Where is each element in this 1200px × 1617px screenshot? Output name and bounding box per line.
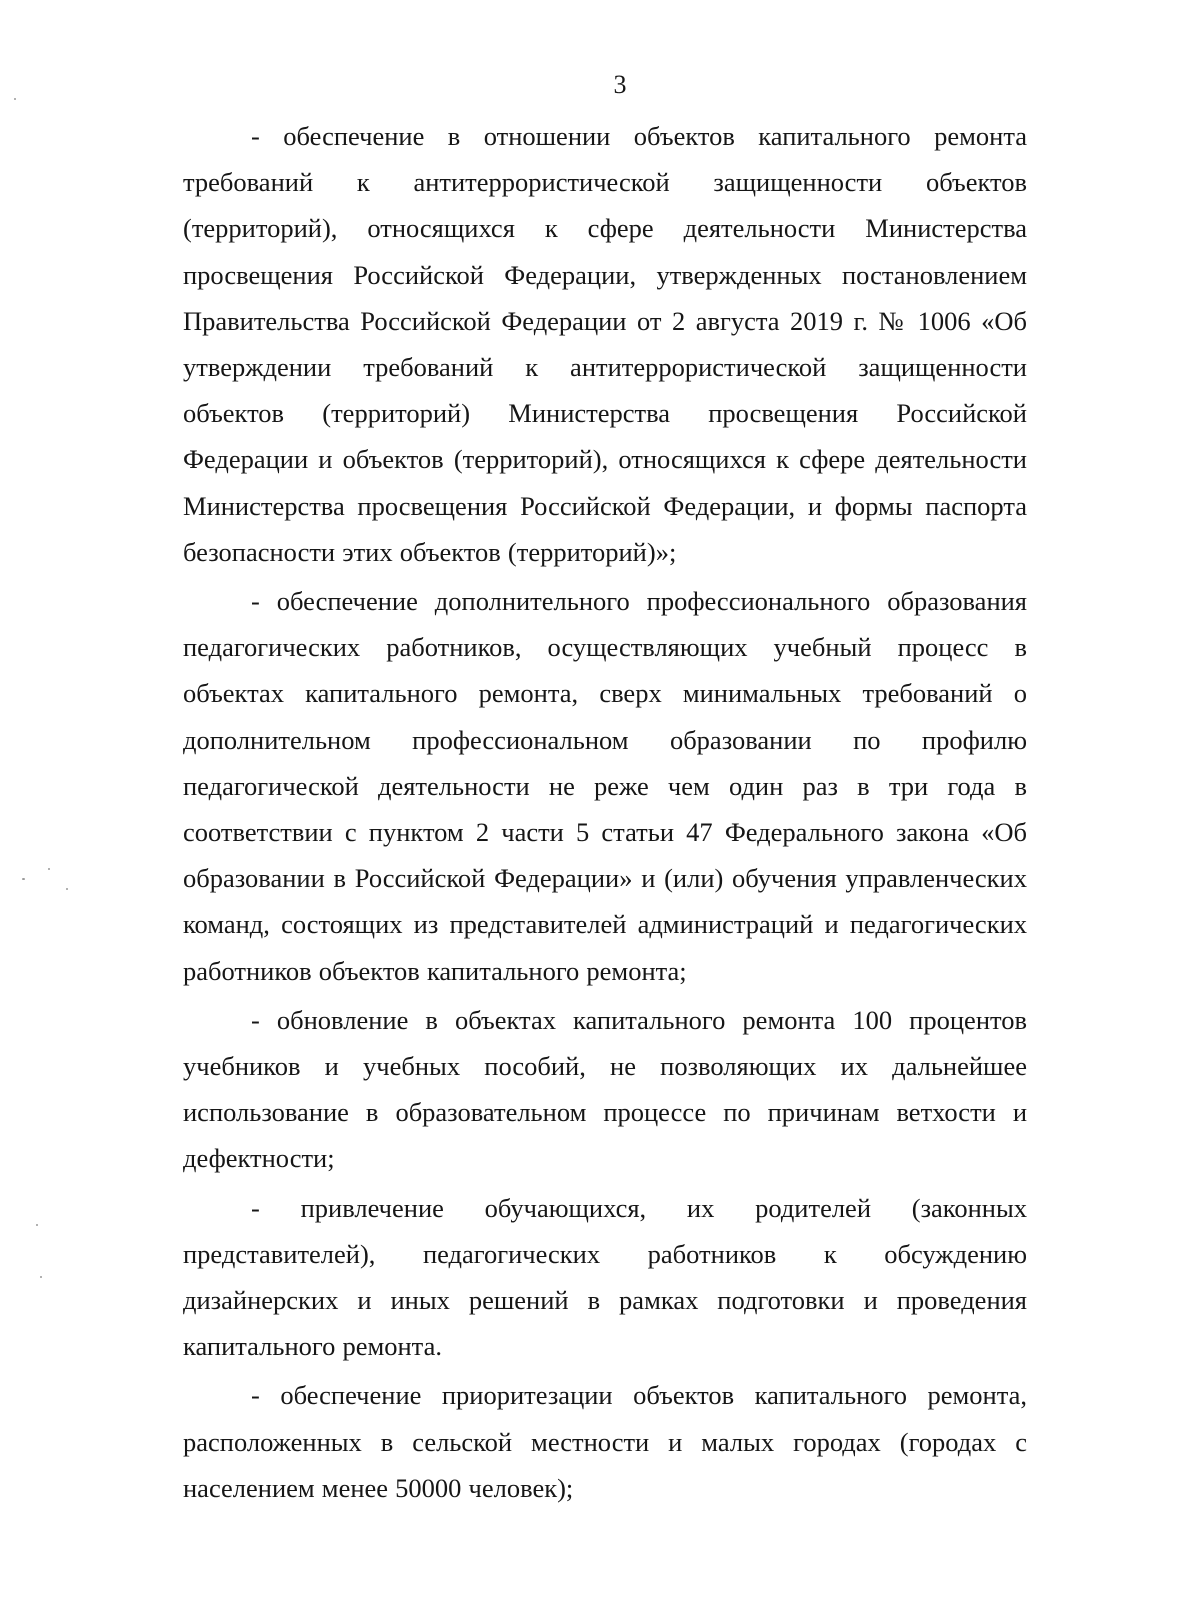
paragraph-rural-priority: - обеспечение приоритезации объектов капитального ремонта, расположенных в сельской местности и малых городах (городах с населением менее 50000 человек);: [183, 1380, 1027, 1503]
paragraph-textbook-renewal: - обновление в объектах капитального ремонта 100 процентов учебников и учебных пособий, не позволяющих их дальнейшее использование в образовательном процессе по причинам ветхости и дефектности;: [183, 1004, 1027, 1174]
scan-speck: [36, 1224, 38, 1226]
scan-speck: [22, 878, 25, 880]
paragraph-stakeholder-involvement: - привлечение обучающихся, их родителей (законных представителей), педагогических работников к обсуждению дизайнерских и иных решений в рамках подготовки и проведения капитального ремонта.: [183, 1192, 1027, 1362]
scan-speck: [14, 98, 16, 100]
document-body: [183, 113, 1027, 1514]
page-number: 3: [613, 70, 627, 99]
paragraph-professional-education: - обеспечение дополнительного профессионального образования педагогических работников, осуществляющих учебный процесс в объектах капитального ремонта, сверх минимальных требований о дополнительном профессиональном образовании по профилю педагогической деятельности не реже чем один раз в три года в соответствии с пунктом 2 части 5 статьи 47 Федерального закона «Об образовании в Российской Федерации» и (или) обучения управленческих команд, состоящих из представителей администраций и педагогических работников объектов капитального ремонта;: [183, 586, 1027, 986]
scan-speck: [48, 868, 50, 870]
scan-speck: [40, 1276, 42, 1278]
paragraph-antiterror-requirements: - обеспечение в отношении объектов капитального ремонта требований к антитеррористической защищенности объектов (территорий), относящихся к сфере деятельности Министерства просвещения Российской Федерации, утвержденных постановлением Правительства Российской Федерации от 2 августа 2019 г. № 1006 «Об утверждении требований к антитеррористической защищенности объектов (территорий) Министерства просвещения Российской Федерации и объектов (территорий), относящихся к сфере деятельности Министерства просвещения Российской Федерации, и формы паспорта безопасности этих объектов (территорий)»;: [183, 121, 1027, 567]
scan-speck: [66, 888, 68, 890]
